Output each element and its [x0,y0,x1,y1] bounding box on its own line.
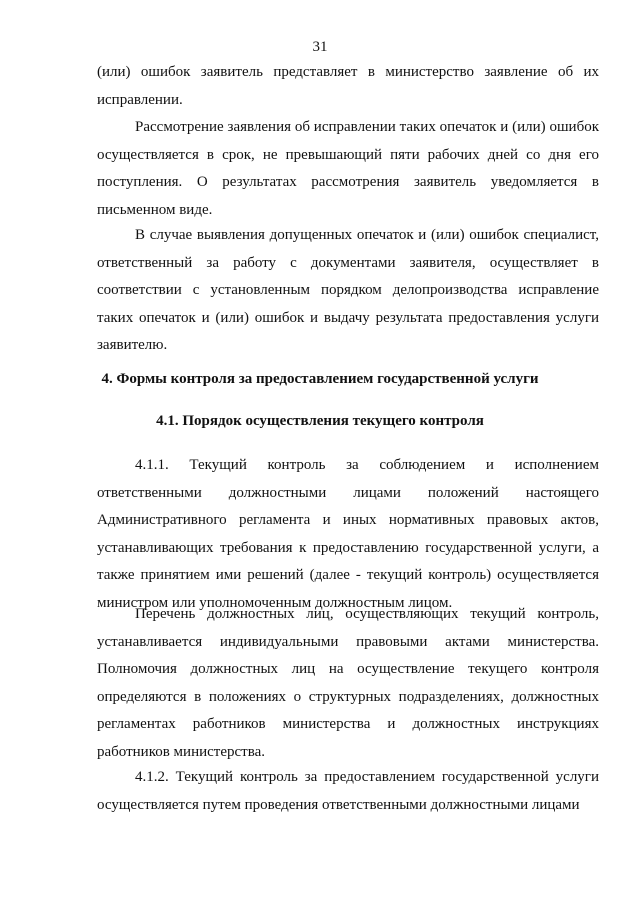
paragraph-error-correction: В случае выявления допущенных опечаток и (или) ошибок специалист, ответственный за работу с документами заявителя, осуществляет в соответствии с установленным порядком делопроизводства исправление таких опечаток и (или) ошибок и выдачу результата предоставления услуги заявителю. [97,227,599,353]
page-number: 31 [312,39,328,55]
paragraph-continuation: (или) ошибок заявитель представляет в министерство заявление об их исправлении. [97,64,599,108]
paragraph-4-1-1: 4.1.1. Текущий контроль за соблюдением и исполнением ответственными должностными лицами положений настоящего Административного регламента и иных нормативных правовых актов, устанавливающих требования к предоставлению государственной услуги, а также принятием ими решений (далее - текущий контроль) осуществляется министром или уполномоченным должностным лицом. [97,457,599,611]
subsection-heading: 4.1. Порядок осуществления текущего контроля [156,413,484,429]
paragraph-4-1-2: 4.1.2. Текущий контроль за предоставлением государственной услуги осуществляется путем проведения ответственными должностными лицами [97,769,599,813]
paragraph-officials-list: Перечень должностных лиц, осуществляющих текущий контроль, устанавливается индивидуальными правовыми актами министерства. Полномочия должностных лиц на осуществление текущего контроля определяются в положениях о структурных подразделениях, должностных регламентах работников министерства и должностных инструкциях работников министерства. [97,606,599,760]
section-heading: 4. Формы контроля за предоставлением государственной услуги [101,371,539,387]
paragraph-review-period: Рассмотрение заявления об исправлении таких опечаток и (или) ошибок осуществляется в срок, не превышающий пяти рабочих дней со дня его поступления. О результатах рассмотрения заявитель уведомляется в письменном виде. [97,119,599,218]
